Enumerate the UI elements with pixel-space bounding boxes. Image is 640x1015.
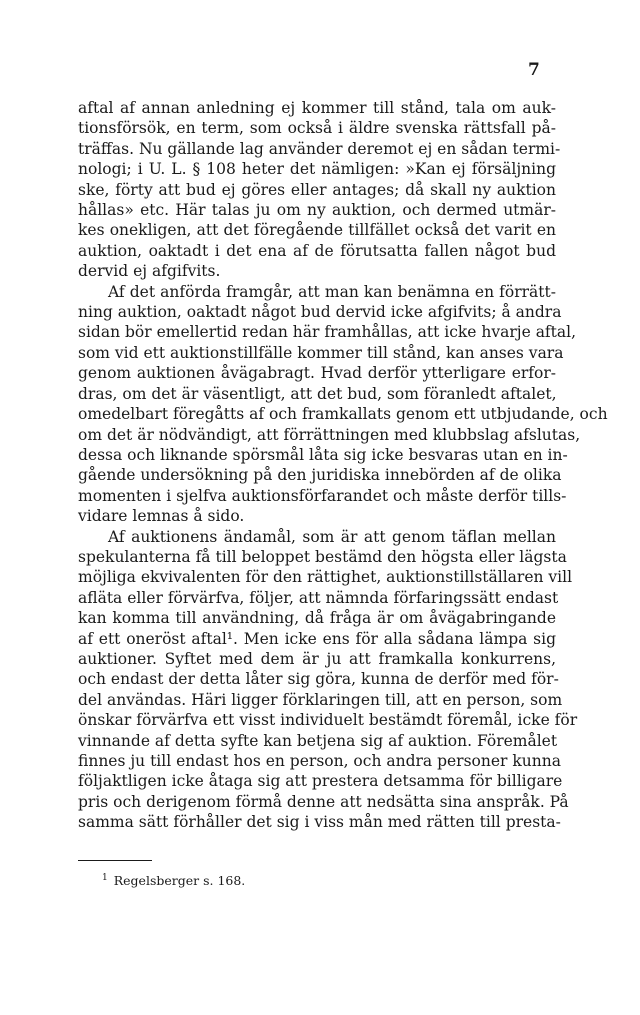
text-line: auktion, oaktadt i det ena af de förutsatta fallen något bud (78, 241, 556, 260)
page-number: 7 (528, 60, 540, 80)
text-line: ske, förty att bud ej göres eller antages; då skall ny auktion (78, 180, 556, 199)
text-line: Af det anförda framgår, att man kan benämna en förrätt- (108, 282, 556, 301)
text-line: gående undersökning på den juridiska innebörden af de olika (78, 466, 562, 485)
text-line: kes onekligen, att det föregående tillfället också det varit en (78, 221, 556, 240)
text-line: tionsförsök, en term, som också i äldre svenska rättsfall på- (78, 119, 556, 138)
text-line: Af auktionens ändamål, som är att genom täflan mellan (108, 527, 556, 546)
text-line: önskar förvärfva ett visst individuelt bestämdt föremål, icke för (78, 711, 578, 730)
text-line: ning auktion, oaktadt något bud dervid icke afgifvits; å andra (78, 303, 562, 322)
text-line: vidare lemnas å sido. (78, 507, 245, 526)
text-line: spekulanterna få till beloppet bestämd den högsta eller lägsta (78, 547, 567, 566)
text-line: momenten i sjelfva auktionsförfarandet och måste derför tills- (78, 486, 567, 505)
text-line: och endast der detta låter sig göra, kunna de derför med för- (78, 670, 559, 689)
text-line: genom auktionen åvägabragt. Hvad derför ytterligare erfor- (78, 364, 556, 383)
text-line: pris och derigenom förmå denne att nedsätta sina anspråk. På (78, 792, 569, 811)
text-line: träffas. Nu gällande lag använder deremot ej en sådan termi- (78, 139, 561, 158)
text-line: hållas» etc. Här talas ju om ny auktion, och dermed utmär- (78, 201, 556, 220)
body-text (78, 98, 608, 833)
text-line: nologi; i U. L. § 108 heter det nämligen: »Kan ej försäljning (78, 160, 556, 179)
footnote-text: Regelsberger s. 168. (113, 873, 246, 889)
text-line: omedelbart föregåtts af och framkallats genom ett utbjudande, och (78, 405, 608, 424)
text-line: aftal af annan anledning ej kommer till stånd, tala om auk- (78, 99, 556, 117)
text-line: samma sätt förhåller det sig i viss mån med rätten till presta- (78, 813, 561, 832)
text-line: sidan bör emellertid redan här framhållas, att icke hvarje aftal, (78, 323, 577, 342)
text-line: som vid ett auktionstillfälle kommer till stånd, kan anses vara (78, 343, 564, 362)
text-line: dras, om det är väsentligt, att det bud, som föranledt aftalet, (78, 384, 557, 403)
text-line: af ett oneröst aftal¹. Men icke ens för alla sådana lämpa sig (78, 629, 556, 648)
text-line: del användas. Häri ligger förklaringen till, att en person, som (78, 690, 563, 709)
text-line: dessa och liknande spörsmål låta sig icke besvaras utan en in- (78, 445, 568, 464)
text-line: kan komma till användning, då fråga är om åvägabringande (78, 609, 556, 628)
footnote (102, 873, 245, 888)
text-line: dervid ej afgifvits. (78, 262, 221, 281)
text-line: afläta eller förvärfva, följer, att nämnda förfaringssätt endast (78, 588, 559, 607)
text-line: auktioner. Syftet med dem är ju att framkalla konkurrens, (78, 649, 556, 668)
footnote-marker: 1 (102, 873, 108, 883)
text-line: vinnande af detta syfte kan betjena sig af auktion. Föremålet (78, 731, 558, 750)
text-line: finnes ju till endast hos en person, och andra personer kunna (78, 752, 561, 770)
text-line: om det är nödvändigt, att förrättningen med klubbslag afslutas, (78, 425, 581, 444)
text-line: möjliga ekvivalenten för den rättighet, auktionstillställaren vill (78, 568, 573, 587)
text-line: följaktligen icke åtaga sig att prestera detsamma för billigare (78, 772, 563, 791)
footnote-divider (78, 860, 152, 861)
